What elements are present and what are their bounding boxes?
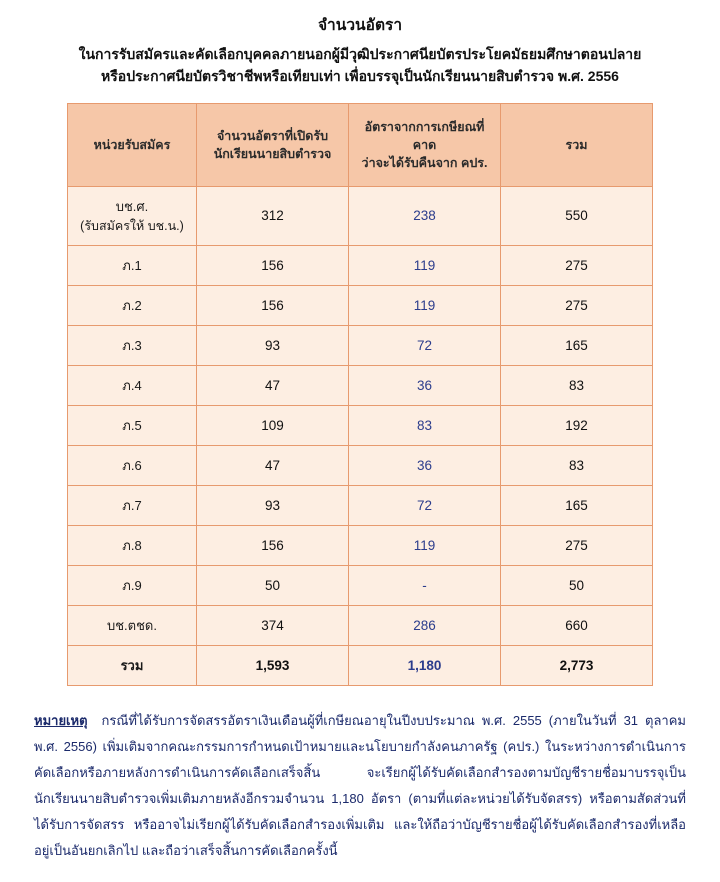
row-retirement: 72: [349, 326, 501, 366]
row-unit-label: ภ.4: [68, 366, 197, 406]
row-unit-name: บช.ศ.: [115, 199, 149, 215]
row-unit-label: ภ.8: [68, 526, 197, 566]
row-retirement: 72: [349, 486, 501, 526]
row-total: 192: [501, 406, 653, 446]
table-body: [68, 187, 653, 686]
row-open-positions: 93: [197, 326, 349, 366]
row-total: 83: [501, 446, 653, 486]
row-total: 83: [501, 366, 653, 406]
row-open-positions: 47: [197, 446, 349, 486]
page-title: จำนวนอัตรา: [317, 17, 403, 34]
row-open-positions: 156: [197, 286, 349, 326]
page-subtitle-line-1: ในการรับสมัครและคัดเลือกบุคคลภายนอกผู้มีวุฒิประกาศนียบัตรประโยคมัธยมศึกษาตอนปลาย: [78, 46, 642, 63]
row-unit-label: [68, 187, 197, 246]
row-retirement: 119: [349, 286, 501, 326]
table-row: [68, 566, 653, 606]
column-header-retirement-line1: อัตราจากการเกษียณที่คาด: [364, 120, 485, 153]
table-row: [68, 606, 653, 646]
total-retirement: 1,180: [349, 646, 501, 686]
row-total: 50: [501, 566, 653, 606]
quota-table: [67, 103, 653, 686]
page-subtitle-line-2: หรือประกาศนียบัตรวิชาชีพหรือเทียบเท่า เพื่อบรรจุเป็นนักเรียนนายสิบตำรวจ พ.ศ. 2556: [101, 67, 619, 84]
row-total: 275: [501, 526, 653, 566]
row-total: 275: [501, 246, 653, 286]
row-retirement: 119: [349, 526, 501, 566]
column-header-retirement-line2: ว่าจะได้รับคืนจาก คปร.: [361, 156, 488, 171]
row-unit-label: ภ.3: [68, 326, 197, 366]
table-header-row: [68, 104, 653, 187]
row-open-positions: 109: [197, 406, 349, 446]
column-header-open-positions-line1: จำนวนอัตราที่เปิดรับ: [216, 129, 329, 144]
row-retirement: 119: [349, 246, 501, 286]
row-unit-label: บช.ตชด.: [68, 606, 197, 646]
total-row-label: รวม: [68, 646, 197, 686]
total-open-positions: 1,593: [197, 646, 349, 686]
footnote-block: [34, 708, 686, 864]
row-total: 550: [501, 187, 653, 246]
table-row: [68, 187, 653, 246]
column-header-open-positions-line2: นักเรียนนายสิบตำรวจ: [213, 147, 332, 162]
table-row: [68, 406, 653, 446]
row-unit-label: ภ.5: [68, 406, 197, 446]
row-open-positions: 50: [197, 566, 349, 606]
column-header-open-positions: [197, 104, 349, 187]
row-open-positions: 93: [197, 486, 349, 526]
row-total: 165: [501, 486, 653, 526]
table-row: [68, 246, 653, 286]
row-unit-label: ภ.9: [68, 566, 197, 606]
row-retirement: 238: [349, 187, 501, 246]
row-retirement: 36: [349, 366, 501, 406]
row-unit-label: ภ.2: [68, 286, 197, 326]
column-header-unit: หน่วยรับสมัคร: [68, 104, 197, 187]
table-row: [68, 286, 653, 326]
row-total: 165: [501, 326, 653, 366]
table-total-row: [68, 646, 653, 686]
table-row: [68, 526, 653, 566]
row-total: 275: [501, 286, 653, 326]
footnote-label: หมายเหตุ: [34, 713, 88, 729]
row-retirement: -: [349, 566, 501, 606]
row-open-positions: 374: [197, 606, 349, 646]
row-open-positions: 47: [197, 366, 349, 406]
table-row: [68, 486, 653, 526]
table-row: [68, 326, 653, 366]
row-open-positions: 156: [197, 526, 349, 566]
table-row: [68, 366, 653, 406]
row-total: 660: [501, 606, 653, 646]
column-header-total: รวม: [501, 104, 653, 187]
table-row: [68, 446, 653, 486]
document-title-block: [28, 14, 692, 87]
row-unit-label: ภ.6: [68, 446, 197, 486]
column-header-retirement: [349, 104, 501, 187]
table-header: [68, 104, 653, 187]
footnote-text: กรณีที่ได้รับการจัดสรรอัตราเงินเดือนผู้ที่เกษียณอายุในปีงบประมาณ พ.ศ. 2555 (ภายในวันที่ 31 ตุลาคม พ.ศ. 2556) เพิ่มเติมจากคณะกรรมการกำหนดเป้าหมายและนโยบายกำลังคนภาครัฐ (คปร.) ในระหว่างการดำเนินการคัดเลือกหรือภายหลังการดำเนินการคัดเลือกเสร็จสิ้น จะเรียกผู้ได้รับคัดเลือกสำรองตามบัญชีรายชื่อมาบรรจุเป็นนักเรียนนายสิบตำรวจเพิ่มเติมภายหลังอีกรวมจำนวน 1,180 อัตรา (ตามที่แต่ละหน่วยได้รับจัดสรร) หรือตามสัดส่วนที่ได้รับการจัดสรร หรืออาจไม่เรียกผู้ได้รับคัดเลือกสำรองเพิ่มเติม และให้ถือว่าบัญชีรายชื่อผู้ได้รับคัดเลือกสำรองที่เหลืออยู่เป็นอันยกเลิกไป และถือว่าเสร็จสิ้นการคัดเลือกครั้งนี้: [34, 713, 686, 859]
row-open-positions: 312: [197, 187, 349, 246]
row-open-positions: 156: [197, 246, 349, 286]
row-retirement: 36: [349, 446, 501, 486]
row-retirement: 83: [349, 406, 501, 446]
row-retirement: 286: [349, 606, 501, 646]
footnote-paragraph: [34, 708, 686, 864]
row-unit-note: (รับสมัครให้ บช.น.): [80, 218, 184, 233]
total-total: 2,773: [501, 646, 653, 686]
row-unit-label: ภ.7: [68, 486, 197, 526]
row-unit-label: ภ.1: [68, 246, 197, 286]
